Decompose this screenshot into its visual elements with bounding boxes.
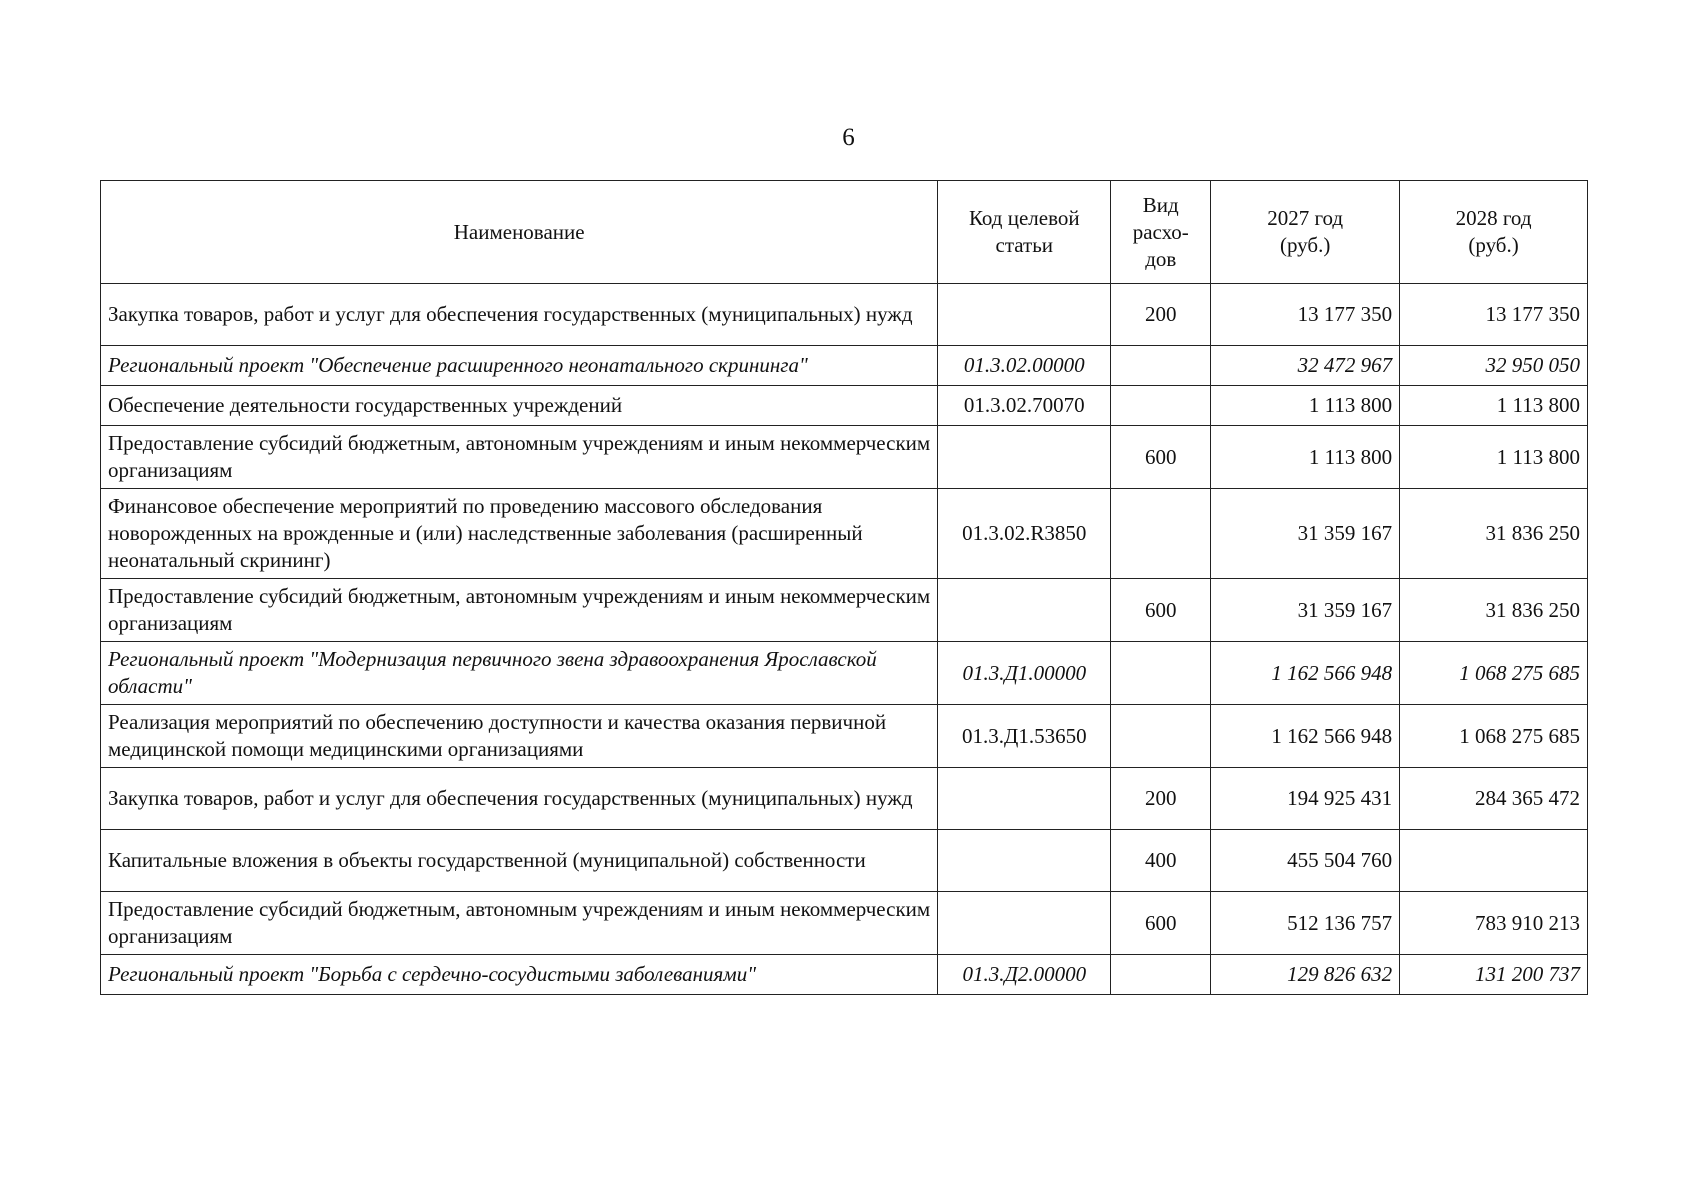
row-2027-cell: 31 359 167 bbox=[1211, 489, 1400, 579]
row-name-cell: Предоставление субсидий бюджетным, автономным учреждениям и иным некоммерческим организациям bbox=[101, 426, 938, 489]
header-name: Наименование bbox=[101, 181, 938, 284]
row-code-cell bbox=[938, 892, 1111, 955]
header-type-text: Вид расхо-дов bbox=[1132, 192, 1189, 271]
table-row bbox=[101, 426, 1588, 489]
table-row bbox=[101, 579, 1588, 642]
row-name-cell: Предоставление субсидий бюджетным, автономным учреждениям и иным некоммерческим организациям bbox=[101, 579, 938, 642]
row-2027-cell: 1 162 566 948 bbox=[1211, 642, 1400, 705]
header-year-2028 bbox=[1400, 181, 1588, 284]
row-2028-cell: 1 068 275 685 bbox=[1400, 705, 1588, 768]
table-row bbox=[101, 284, 1588, 346]
row-type-cell: 400 bbox=[1111, 830, 1211, 892]
row-type-cell bbox=[1111, 346, 1211, 386]
header-type bbox=[1111, 181, 1211, 284]
row-type-cell bbox=[1111, 386, 1211, 426]
row-2027-cell: 31 359 167 bbox=[1211, 579, 1400, 642]
row-2027-cell: 1 113 800 bbox=[1211, 426, 1400, 489]
row-2028-cell: 1 113 800 bbox=[1400, 426, 1588, 489]
row-type-cell: 600 bbox=[1111, 426, 1211, 489]
row-code-cell: 01.3.Д2.00000 bbox=[938, 955, 1111, 995]
header-year-2027-text: 2027 год (руб.) bbox=[1267, 206, 1344, 257]
row-2028-cell: 13 177 350 bbox=[1400, 284, 1588, 346]
row-2027-cell: 194 925 431 bbox=[1211, 768, 1400, 830]
page-number: 6 bbox=[842, 124, 855, 151]
row-name-cell: Предоставление субсидий бюджетным, автономным учреждениям и иным некоммерческим организациям bbox=[101, 892, 938, 955]
row-2027-cell: 455 504 760 bbox=[1211, 830, 1400, 892]
row-code-cell: 01.3.Д1.00000 bbox=[938, 642, 1111, 705]
row-code-cell bbox=[938, 768, 1111, 830]
row-code-cell bbox=[938, 579, 1111, 642]
table-row bbox=[101, 955, 1588, 995]
row-name-cell: Финансовое обеспечение мероприятий по проведению массового обследования новорожденных на врожденные и (или) наследственные заболевания (расширенный неонатальный скрининг) bbox=[101, 489, 938, 579]
row-code-cell: 01.3.Д1.53650 bbox=[938, 705, 1111, 768]
row-name-cell: Региональный проект "Борьба с сердечно-сосудистыми заболеваниями" bbox=[101, 955, 938, 995]
row-2028-cell: 31 836 250 bbox=[1400, 579, 1588, 642]
row-code-cell bbox=[938, 426, 1111, 489]
budget-table bbox=[100, 180, 1588, 995]
row-2028-cell: 1 068 275 685 bbox=[1400, 642, 1588, 705]
row-type-cell bbox=[1111, 705, 1211, 768]
row-type-cell: 200 bbox=[1111, 284, 1211, 346]
row-type-cell bbox=[1111, 489, 1211, 579]
row-type-cell bbox=[1111, 955, 1211, 995]
table-row bbox=[101, 705, 1588, 768]
row-code-cell bbox=[938, 284, 1111, 346]
header-year-2027 bbox=[1211, 181, 1400, 284]
row-name-cell: Региональный проект "Модернизация первичного звена здравоохранения Ярославской области" bbox=[101, 642, 938, 705]
table-row bbox=[101, 642, 1588, 705]
row-type-cell bbox=[1111, 642, 1211, 705]
row-code-cell: 01.3.02.70070 bbox=[938, 386, 1111, 426]
row-2027-cell: 13 177 350 bbox=[1211, 284, 1400, 346]
row-2027-cell: 1 113 800 bbox=[1211, 386, 1400, 426]
table-row bbox=[101, 386, 1588, 426]
row-type-cell: 600 bbox=[1111, 579, 1211, 642]
row-2028-cell: 284 365 472 bbox=[1400, 768, 1588, 830]
row-name-cell: Капитальные вложения в объекты государственной (муниципальной) собственности bbox=[101, 830, 938, 892]
header-code bbox=[938, 181, 1111, 284]
row-2027-cell: 512 136 757 bbox=[1211, 892, 1400, 955]
row-name-cell: Реализация мероприятий по обеспечению доступности и качества оказания первичной медицинской помощи медицинскими организациями bbox=[101, 705, 938, 768]
row-code-cell bbox=[938, 830, 1111, 892]
row-code-cell: 01.3.02.R3850 bbox=[938, 489, 1111, 579]
row-2028-cell: 783 910 213 bbox=[1400, 892, 1588, 955]
row-code-cell: 01.3.02.00000 bbox=[938, 346, 1111, 386]
row-name-cell: Обеспечение деятельности государственных учреждений bbox=[101, 386, 938, 426]
header-code-text: Код целевой статьи bbox=[968, 206, 1080, 257]
table-row bbox=[101, 768, 1588, 830]
table-row bbox=[101, 830, 1588, 892]
row-2028-cell: 32 950 050 bbox=[1400, 346, 1588, 386]
row-name-cell: Закупка товаров, работ и услуг для обеспечения государственных (муниципальных) нужд bbox=[101, 768, 938, 830]
row-type-cell: 600 bbox=[1111, 892, 1211, 955]
table-row bbox=[101, 489, 1588, 579]
table-header-row bbox=[101, 181, 1588, 284]
row-2027-cell: 129 826 632 bbox=[1211, 955, 1400, 995]
row-2028-cell bbox=[1400, 830, 1588, 892]
row-type-cell: 200 bbox=[1111, 768, 1211, 830]
row-2028-cell: 1 113 800 bbox=[1400, 386, 1588, 426]
row-2027-cell: 1 162 566 948 bbox=[1211, 705, 1400, 768]
table-row bbox=[101, 892, 1588, 955]
table-row bbox=[101, 346, 1588, 386]
row-2027-cell: 32 472 967 bbox=[1211, 346, 1400, 386]
row-2028-cell: 131 200 737 bbox=[1400, 955, 1588, 995]
row-name-cell: Закупка товаров, работ и услуг для обеспечения государственных (муниципальных) нужд bbox=[101, 284, 938, 346]
row-name-cell: Региональный проект "Обеспечение расширенного неонатального скрининга" bbox=[101, 346, 938, 386]
header-year-2028-text: 2028 год (руб.) bbox=[1455, 206, 1532, 257]
row-2028-cell: 31 836 250 bbox=[1400, 489, 1588, 579]
